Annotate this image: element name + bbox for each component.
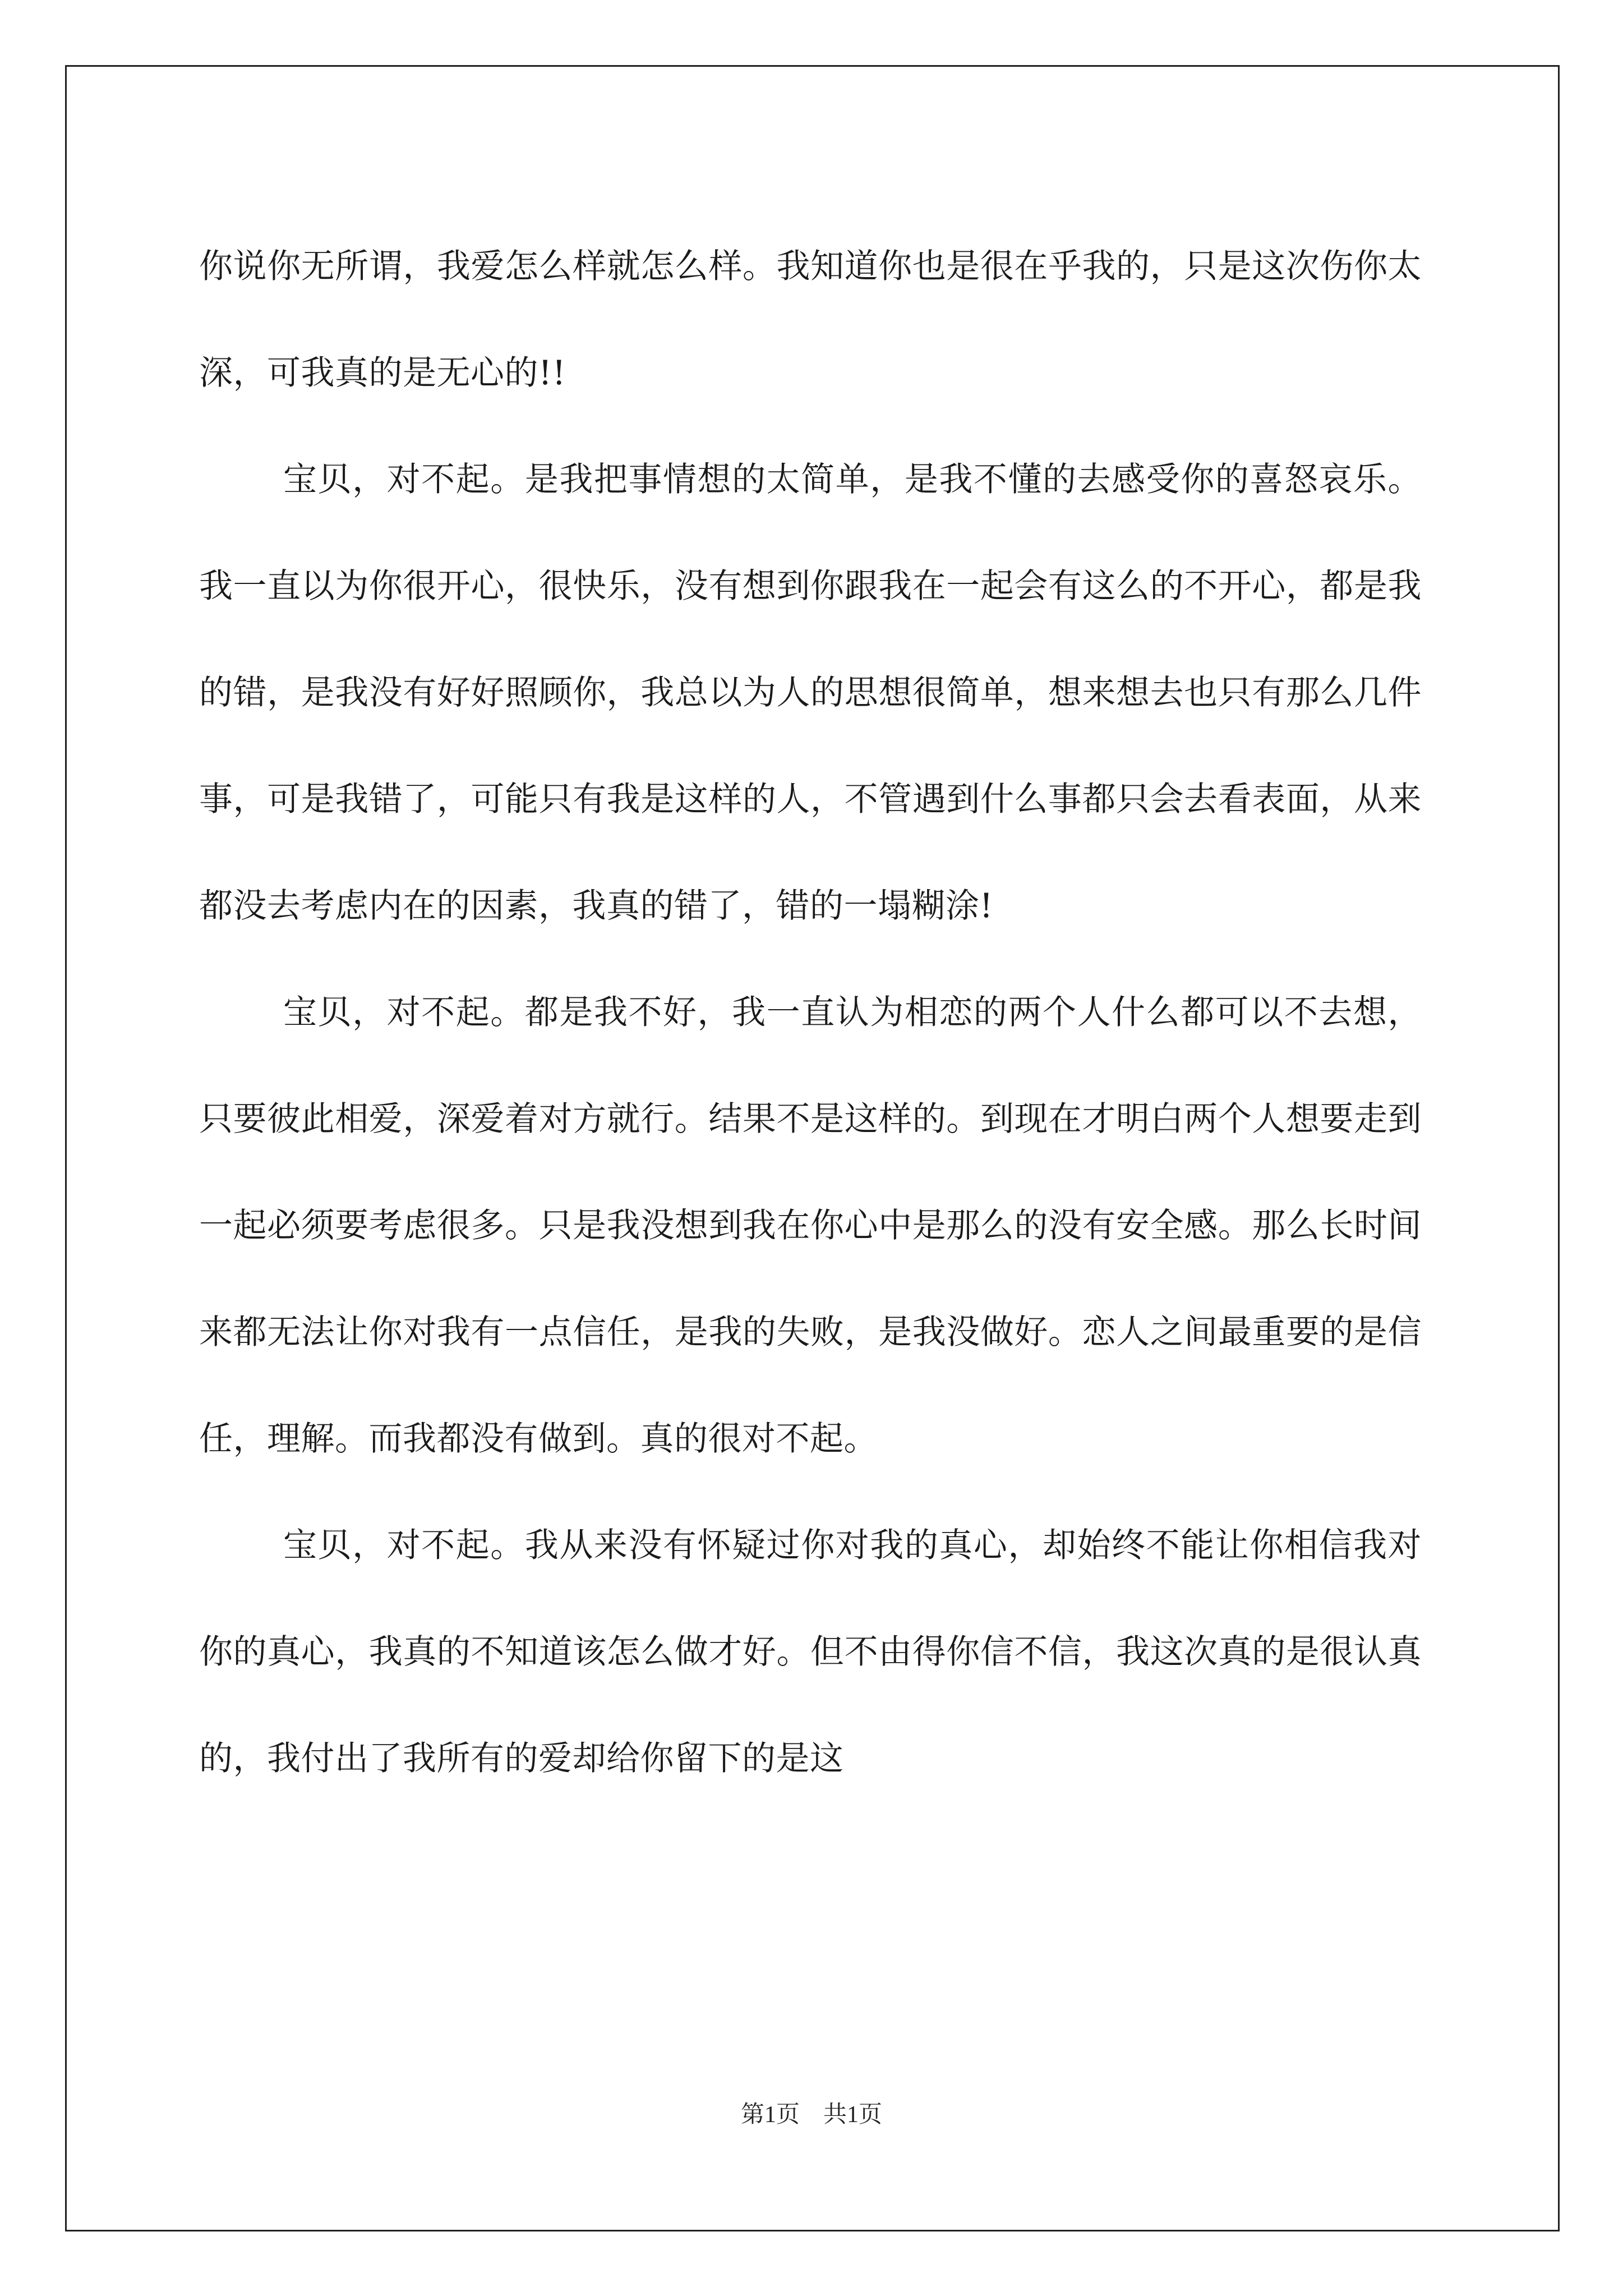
paragraph-3: 宝贝，对不起。都是我不好，我一直认为相恋的两个人什么都可以不去想，只要彼此相爱，深爱着对方就行。结果不是这样的。到现在才明白两个人想要走到一起必须要考虑很多。只是我没想到我在你心中是那么的没有安全感。那么长时间来都无法让你对我有一点信任，是我的失败，是我没做好。恋人之间最重要的是信任，理解。而我都没有做到。真的很对不起。 (199, 993, 1422, 1458)
document-body (199, 213, 1422, 1812)
page-number-label: 第1页 共1页 (740, 2102, 882, 2128)
paragraph-1: 你说你无所谓，我爱怎么样就怎么样。我知道你也是很在乎我的，只是这次伤你太深，可我真的是无心的!! (199, 247, 1422, 393)
paragraph-4: 宝贝，对不起。我从来没有怀疑过你对我的真心，却始终不能让你相信我对你的真心，我真的不知道该怎么做才好。但不由得你信不信，我这次真的是很认真的，我付出了我所有的爱却给你留下的是这 (199, 1526, 1422, 1778)
paragraph-2: 宝贝，对不起。是我把事情想的太简单，是我不懂的去感受你的喜怒哀乐。我一直以为你很开心，很快乐，没有想到你跟我在一起会有这么的不开心，都是我的错，是我没有好好照顾你，我总以为人的思想很简单，想来想去也只有那么几件事，可是我错了，可能只有我是这样的人，不管遇到什么事都只会去看表面，从来都没去考虑内在的因素，我真的错了，错的一塌糊涂! (199, 460, 1422, 926)
page-footer (0, 2098, 1623, 2132)
